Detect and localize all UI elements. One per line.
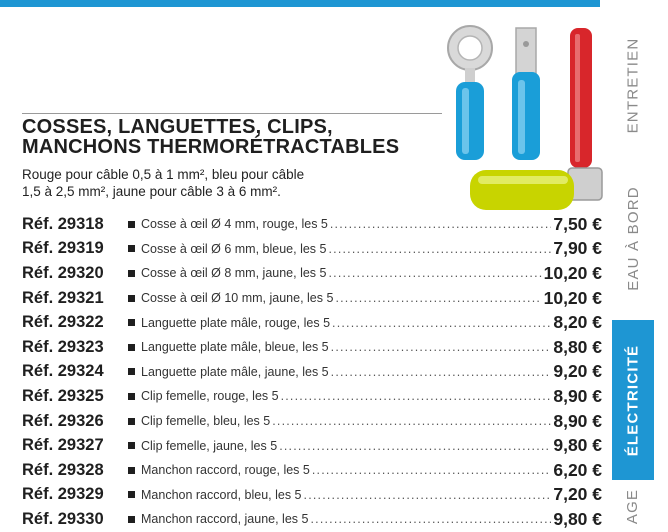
product-ref: Réf. 29328: [22, 460, 104, 479]
title-rule: [22, 113, 442, 114]
product-price: 9,80 €: [553, 435, 602, 456]
leader-dots: [279, 439, 551, 453]
product-list: [22, 212, 602, 532]
product-price: 10,20 €: [543, 287, 602, 308]
leader-dots: [310, 512, 551, 526]
product-desc: Cosse à œil Ø 6 mm, bleue, les 5: [141, 241, 327, 256]
title-line-2: MANCHONS THERMORÉTRACTABLES: [22, 136, 400, 158]
product-price: 7,90 €: [553, 238, 602, 259]
product-desc: Languette plate mâle, jaune, les 5: [141, 364, 329, 379]
product-desc: Clip femelle, jaune, les 5: [141, 438, 278, 453]
product-price: 8,90 €: [553, 410, 602, 431]
product-row: [22, 261, 602, 286]
product-desc: Manchon raccord, rouge, les 5: [141, 463, 310, 478]
leader-dots: [330, 217, 551, 231]
tab-electricite[interactable]: [612, 320, 654, 480]
female-clip-image: [470, 168, 602, 210]
leader-dots: [281, 389, 552, 403]
product-row: [22, 483, 602, 508]
product-row: [22, 212, 602, 237]
bullet-icon: [128, 418, 135, 425]
bullet-icon: [128, 516, 135, 523]
page-title: [22, 117, 399, 157]
product-desc: Clip femelle, rouge, les 5: [141, 389, 279, 404]
product-ref: Réf. 29324: [22, 362, 104, 381]
top-accent-bar: [0, 0, 600, 7]
product-ref: Réf. 29321: [22, 288, 104, 307]
product-row: [22, 458, 602, 483]
product-ref: Réf. 29320: [22, 263, 104, 282]
product-ref: Réf. 29329: [22, 485, 104, 504]
tab-electricite-label: ÉLECTRICITÉ: [624, 344, 642, 456]
product-ref: Réf. 29319: [22, 239, 104, 258]
product-desc: Manchon raccord, bleu, les 5: [141, 487, 302, 502]
tab-entretien[interactable]: [612, 20, 654, 150]
tab-partial-label: AGE: [624, 488, 642, 524]
bullet-icon: [128, 368, 135, 375]
title-line-1: COSSES, LANGUETTES, CLIPS,: [22, 116, 333, 138]
subtitle-line-1: Rouge pour câble 0,5 à 1 mm², bleu pour câble: [22, 167, 305, 182]
product-desc: Clip femelle, bleu, les 5: [141, 414, 271, 429]
blade-terminal-image: [512, 28, 540, 160]
product-desc: Languette plate mâle, rouge, les 5: [141, 315, 331, 330]
product-row: [22, 384, 602, 409]
product-price: 7,50 €: [553, 213, 602, 234]
butt-connector-image: [570, 28, 592, 168]
product-ref: Réf. 29330: [22, 509, 104, 528]
tab-partial[interactable]: [612, 486, 654, 526]
bullet-icon: [128, 221, 135, 228]
product-ref: Réf. 29326: [22, 411, 104, 430]
product-row: [22, 237, 602, 262]
bullet-icon: [128, 295, 135, 302]
product-desc: Languette plate mâle, bleue, les 5: [141, 340, 329, 355]
product-price: 8,20 €: [553, 312, 602, 333]
bullet-icon: [128, 393, 135, 400]
bullet-icon: [128, 467, 135, 474]
ring-terminal-image: [448, 26, 492, 160]
leader-dots: [332, 316, 551, 330]
product-price: 8,80 €: [553, 336, 602, 357]
product-row: [22, 433, 602, 458]
bullet-icon: [128, 245, 135, 252]
product-row: [22, 286, 602, 311]
tab-eau-a-bord-label: EAU À BORD: [624, 185, 642, 291]
section-tabs: [612, 0, 668, 524]
tab-eau-a-bord[interactable]: [612, 168, 654, 308]
leader-dots: [335, 291, 541, 305]
bullet-icon: [128, 270, 135, 277]
bullet-icon: [128, 442, 135, 449]
leader-dots: [272, 414, 551, 428]
product-row: [22, 507, 602, 532]
product-ref: Réf. 29325: [22, 386, 104, 405]
product-desc: Cosse à œil Ø 4 mm, rouge, les 5: [141, 217, 328, 232]
product-price: 7,20 €: [553, 484, 602, 505]
product-row: [22, 335, 602, 360]
product-row: [22, 360, 602, 385]
subtitle: [22, 166, 422, 200]
leader-dots: [331, 340, 552, 354]
product-row: [22, 310, 602, 335]
leader-dots: [328, 242, 551, 256]
product-ref: Réf. 29322: [22, 313, 104, 332]
product-price: 6,20 €: [553, 459, 602, 480]
leader-dots: [331, 365, 552, 379]
product-ref: Réf. 29323: [22, 337, 104, 356]
bullet-icon: [128, 344, 135, 351]
product-desc: Cosse à œil Ø 10 mm, jaune, les 5: [141, 291, 334, 306]
product-row: [22, 409, 602, 434]
product-price: 9,80 €: [553, 508, 602, 529]
product-ref: Réf. 29318: [22, 214, 104, 233]
product-desc: Cosse à œil Ø 8 mm, jaune, les 5: [141, 266, 327, 281]
product-price: 9,20 €: [553, 361, 602, 382]
bullet-icon: [128, 319, 135, 326]
subtitle-line-2: 1,5 à 2,5 mm², jaune pour câble 3 à 6 mm².: [22, 184, 281, 199]
leader-dots: [304, 488, 552, 502]
product-price: 8,90 €: [553, 385, 602, 406]
bullet-icon: [128, 491, 135, 498]
product-desc: Manchon raccord, jaune, les 5: [141, 512, 309, 527]
product-price: 10,20 €: [543, 262, 602, 283]
product-image: [440, 10, 610, 220]
product-ref: Réf. 29327: [22, 436, 104, 455]
leader-dots: [328, 266, 541, 280]
leader-dots: [312, 463, 552, 477]
tab-entretien-label: ENTRETIEN: [624, 37, 642, 133]
